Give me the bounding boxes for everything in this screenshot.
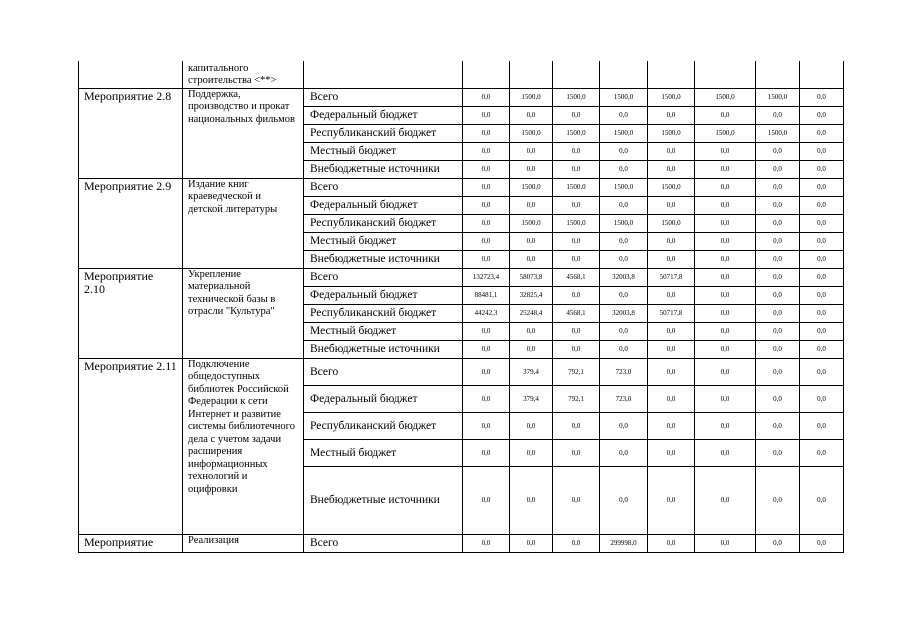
- funding-value: 0,0: [600, 466, 648, 534]
- funding-value: 1500,0: [648, 124, 695, 142]
- continuation-value-cell: [800, 61, 844, 88]
- funding-source: Местный бюджет: [304, 142, 463, 160]
- event-name: Мероприятие 2.8: [79, 88, 183, 178]
- table-row: [79, 268, 844, 286]
- funding-value: 0,0: [510, 196, 553, 214]
- funding-value: 0,0: [695, 214, 756, 232]
- funding-value: 0,0: [648, 439, 695, 466]
- funding-value: 0,0: [800, 160, 844, 178]
- funding-value: 0,0: [756, 268, 800, 286]
- event-name: Мероприятие 2.9: [79, 178, 183, 268]
- funding-source: Республиканский бюджет: [304, 412, 463, 439]
- funding-value: 0,0: [510, 412, 553, 439]
- funding-value: 0,0: [800, 232, 844, 250]
- event-description: Издание книг краеведческой и детской литературы: [183, 178, 304, 268]
- event-name: Мероприятие 2.11: [79, 358, 183, 534]
- funding-value: 0,0: [695, 466, 756, 534]
- funding-value: 792,1: [553, 358, 600, 385]
- funding-value: 32825,4: [510, 286, 553, 304]
- funding-value: 0,0: [463, 250, 510, 268]
- funding-source: Федеральный бюджет: [304, 286, 463, 304]
- funding-value: 1500,0: [648, 214, 695, 232]
- funding-value: 4568,1: [553, 304, 600, 322]
- funding-value: 0,0: [463, 232, 510, 250]
- event-description: Подключение общедоступных библиотек Российской Федерации к сети Интернет и развитие системы библиотечного дела с учетом задачи расширения информационных технологий и оцифровки: [183, 358, 304, 534]
- funding-value: 0,0: [648, 142, 695, 160]
- funding-value: 0,0: [800, 214, 844, 232]
- continuation-description: капитального строительства <**>: [183, 61, 304, 88]
- continuation-value-cell: [648, 61, 695, 88]
- funding-value: 1500,0: [553, 214, 600, 232]
- funding-value: 792,1: [553, 385, 600, 412]
- event-description: Поддержка, производство и прокат национальных фильмов: [183, 88, 304, 178]
- funding-value: 25248,4: [510, 304, 553, 322]
- funding-value: 299998,0: [600, 534, 648, 552]
- funding-value: 0,0: [553, 286, 600, 304]
- funding-value: 0,0: [463, 385, 510, 412]
- funding-value: 0,0: [695, 268, 756, 286]
- funding-value: 0,0: [463, 106, 510, 124]
- funding-value: 0,0: [463, 412, 510, 439]
- funding-value: 0,0: [695, 196, 756, 214]
- funding-value: 0,0: [648, 196, 695, 214]
- funding-value: 0,0: [695, 439, 756, 466]
- table-row: [79, 534, 844, 552]
- funding-value: 50717,8: [648, 304, 695, 322]
- funding-value: 1500,0: [695, 124, 756, 142]
- funding-value: 0,0: [695, 232, 756, 250]
- funding-value: 1500,0: [600, 214, 648, 232]
- funding-value: 0,0: [463, 439, 510, 466]
- funding-source: Республиканский бюджет: [304, 214, 463, 232]
- funding-value: 0,0: [510, 106, 553, 124]
- funding-value: 0,0: [510, 340, 553, 358]
- funding-value: 0,0: [648, 340, 695, 358]
- funding-value: 0,0: [463, 196, 510, 214]
- funding-source: Внебюджетные источники: [304, 250, 463, 268]
- continuation-value-cell: [695, 61, 756, 88]
- funding-value: 0,0: [695, 250, 756, 268]
- funding-value: 0,0: [800, 466, 844, 534]
- funding-value: 0,0: [695, 534, 756, 552]
- program-funding-table: [78, 61, 844, 553]
- funding-value: 4568,1: [553, 268, 600, 286]
- funding-value: 0,0: [756, 385, 800, 412]
- funding-value: 0,0: [553, 106, 600, 124]
- funding-value: 0,0: [800, 178, 844, 196]
- funding-value: 0,0: [600, 286, 648, 304]
- funding-value: 0,0: [695, 412, 756, 439]
- table-row: [79, 358, 844, 385]
- funding-value: 0,0: [600, 322, 648, 340]
- funding-value: 0,0: [600, 160, 648, 178]
- funding-value: 0,0: [553, 534, 600, 552]
- funding-source: Всего: [304, 534, 463, 552]
- funding-value: 0,0: [695, 286, 756, 304]
- funding-value: 1500,0: [648, 88, 695, 106]
- funding-value: 32003,8: [600, 268, 648, 286]
- funding-value: 0,0: [756, 178, 800, 196]
- event-description: Укрепление материальной технической базы в отрасли "Культура": [183, 268, 304, 358]
- funding-value: 0,0: [648, 322, 695, 340]
- funding-value: 0,0: [695, 178, 756, 196]
- table-row: [79, 178, 844, 196]
- funding-value: 0,0: [800, 286, 844, 304]
- funding-value: 0,0: [648, 160, 695, 178]
- funding-value: 0,0: [553, 322, 600, 340]
- funding-value: 0,0: [756, 304, 800, 322]
- funding-value: 0,0: [800, 268, 844, 286]
- funding-value: 0,0: [463, 178, 510, 196]
- funding-value: 379,4: [510, 385, 553, 412]
- funding-value: 0,0: [800, 88, 844, 106]
- funding-source: Внебюджетные источники: [304, 160, 463, 178]
- funding-value: 0,0: [510, 534, 553, 552]
- funding-value: 1500,0: [510, 88, 553, 106]
- event-name: Мероприятие 2.10: [79, 268, 183, 358]
- funding-value: 0,0: [463, 466, 510, 534]
- continuation-value-cell: [463, 61, 510, 88]
- funding-value: 0,0: [648, 466, 695, 534]
- funding-value: 1500,0: [553, 124, 600, 142]
- funding-value: 0,0: [648, 232, 695, 250]
- funding-value: 0,0: [800, 322, 844, 340]
- funding-value: 0,0: [648, 534, 695, 552]
- funding-value: 0,0: [800, 142, 844, 160]
- funding-value: 0,0: [600, 142, 648, 160]
- funding-value: 0,0: [463, 214, 510, 232]
- funding-value: 0,0: [600, 250, 648, 268]
- funding-value: 0,0: [800, 534, 844, 552]
- funding-value: 0,0: [510, 232, 553, 250]
- funding-value: 0,0: [510, 439, 553, 466]
- funding-value: 0,0: [510, 466, 553, 534]
- funding-value: 0,0: [648, 250, 695, 268]
- funding-source: Федеральный бюджет: [304, 196, 463, 214]
- funding-value: 0,0: [648, 412, 695, 439]
- funding-value: 0,0: [510, 160, 553, 178]
- funding-value: 0,0: [800, 385, 844, 412]
- funding-value: 0,0: [695, 160, 756, 178]
- funding-source: Всего: [304, 88, 463, 106]
- funding-value: 1500,0: [510, 178, 553, 196]
- funding-value: 0,0: [463, 340, 510, 358]
- funding-source: Федеральный бюджет: [304, 385, 463, 412]
- funding-value: 0,0: [756, 534, 800, 552]
- funding-source: Внебюджетные источники: [304, 340, 463, 358]
- funding-value: 0,0: [600, 106, 648, 124]
- funding-source: Всего: [304, 178, 463, 196]
- funding-value: 0,0: [800, 304, 844, 322]
- funding-value: 1500,0: [756, 124, 800, 142]
- funding-value: 0,0: [695, 385, 756, 412]
- funding-value: 0,0: [756, 358, 800, 385]
- funding-value: 0,0: [800, 196, 844, 214]
- funding-source: Местный бюджет: [304, 232, 463, 250]
- funding-value: 1500,0: [600, 88, 648, 106]
- funding-source: Местный бюджет: [304, 322, 463, 340]
- funding-value: 0,0: [553, 466, 600, 534]
- funding-value: 0,0: [463, 88, 510, 106]
- funding-value: 0,0: [695, 304, 756, 322]
- funding-value: 0,0: [756, 214, 800, 232]
- funding-source: Федеральный бюджет: [304, 106, 463, 124]
- continuation-source-cell: [304, 61, 463, 88]
- funding-value: 0,0: [756, 466, 800, 534]
- funding-value: 0,0: [800, 106, 844, 124]
- funding-value: 0,0: [695, 322, 756, 340]
- funding-value: 0,0: [648, 385, 695, 412]
- continuation-value-cell: [553, 61, 600, 88]
- funding-value: 0,0: [695, 340, 756, 358]
- funding-source: Всего: [304, 268, 463, 286]
- funding-value: 1500,0: [510, 214, 553, 232]
- funding-value: 0,0: [463, 322, 510, 340]
- funding-value: 0,0: [756, 286, 800, 304]
- funding-value: 0,0: [695, 358, 756, 385]
- funding-value: 1500,0: [553, 178, 600, 196]
- funding-value: 0,0: [600, 412, 648, 439]
- event-description: Реализация: [183, 534, 304, 552]
- funding-source: Республиканский бюджет: [304, 124, 463, 142]
- funding-value: 0,0: [553, 250, 600, 268]
- funding-value: 0,0: [600, 439, 648, 466]
- funding-value: 379,4: [510, 358, 553, 385]
- funding-value: 1500,0: [648, 178, 695, 196]
- funding-value: 0,0: [553, 340, 600, 358]
- table-row: [79, 88, 844, 106]
- funding-value: 0,0: [756, 160, 800, 178]
- funding-value: 0,0: [463, 142, 510, 160]
- funding-value: 1500,0: [600, 178, 648, 196]
- funding-value: 0,0: [553, 142, 600, 160]
- funding-value: 0,0: [800, 340, 844, 358]
- funding-value: 1500,0: [756, 88, 800, 106]
- funding-value: 723,0: [600, 385, 648, 412]
- funding-value: 44242,3: [463, 304, 510, 322]
- funding-value: 0,0: [756, 142, 800, 160]
- continuation-value-cell: [510, 61, 553, 88]
- continuation-event-cell: [79, 61, 183, 88]
- funding-value: 50717,8: [648, 268, 695, 286]
- funding-value: 0,0: [553, 412, 600, 439]
- funding-value: 88481,1: [463, 286, 510, 304]
- funding-value: 0,0: [800, 124, 844, 142]
- funding-value: 0,0: [756, 322, 800, 340]
- funding-value: 0,0: [648, 106, 695, 124]
- funding-source: Местный бюджет: [304, 439, 463, 466]
- funding-value: 32003,8: [600, 304, 648, 322]
- funding-value: 0,0: [463, 160, 510, 178]
- funding-value: 0,0: [510, 142, 553, 160]
- funding-value: 0,0: [800, 412, 844, 439]
- funding-value: 0,0: [553, 160, 600, 178]
- funding-value: 0,0: [756, 412, 800, 439]
- funding-value: 0,0: [756, 196, 800, 214]
- funding-value: 723,0: [600, 358, 648, 385]
- funding-value: 0,0: [756, 340, 800, 358]
- funding-value: 0,0: [553, 196, 600, 214]
- continuation-row: [79, 61, 844, 88]
- funding-value: 0,0: [510, 250, 553, 268]
- funding-value: 132723,4: [463, 268, 510, 286]
- funding-source: Внебюджетные источники: [304, 466, 463, 534]
- funding-value: 0,0: [648, 358, 695, 385]
- funding-value: 58073,8: [510, 268, 553, 286]
- funding-value: 0,0: [553, 439, 600, 466]
- funding-value: 1500,0: [510, 124, 553, 142]
- funding-value: 0,0: [463, 534, 510, 552]
- funding-value: 0,0: [553, 232, 600, 250]
- funding-value: 0,0: [695, 142, 756, 160]
- funding-value: 0,0: [463, 124, 510, 142]
- funding-value: 1500,0: [553, 88, 600, 106]
- funding-value: 0,0: [756, 232, 800, 250]
- funding-value: 0,0: [648, 286, 695, 304]
- funding-value: 0,0: [800, 250, 844, 268]
- funding-value: 0,0: [756, 439, 800, 466]
- funding-source: Республиканский бюджет: [304, 304, 463, 322]
- funding-value: 0,0: [463, 358, 510, 385]
- funding-value: 1500,0: [695, 88, 756, 106]
- funding-value: 0,0: [756, 106, 800, 124]
- continuation-value-cell: [600, 61, 648, 88]
- continuation-value-cell: [756, 61, 800, 88]
- funding-value: 0,0: [695, 106, 756, 124]
- funding-value: 0,0: [800, 358, 844, 385]
- funding-value: 0,0: [510, 322, 553, 340]
- funding-value: 1500,0: [600, 124, 648, 142]
- funding-value: 0,0: [600, 232, 648, 250]
- funding-source: Всего: [304, 358, 463, 385]
- funding-value: 0,0: [600, 196, 648, 214]
- funding-value: 0,0: [600, 340, 648, 358]
- funding-value: 0,0: [756, 250, 800, 268]
- event-name: Мероприятие: [79, 534, 183, 552]
- funding-value: 0,0: [800, 439, 844, 466]
